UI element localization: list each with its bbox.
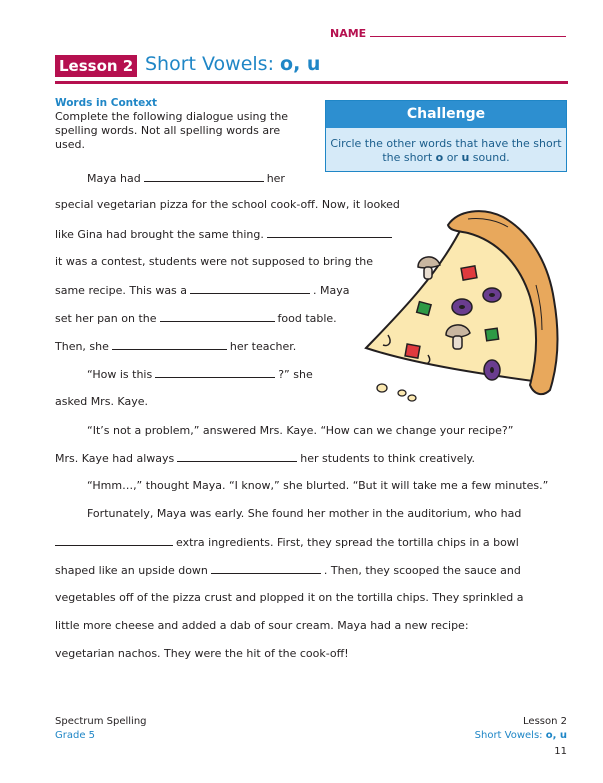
story-text: . Maya xyxy=(313,284,350,297)
footer-lesson-topic xyxy=(475,730,567,741)
challenge-vowel-o: o xyxy=(435,151,444,164)
footer-lesson: Lesson 2 xyxy=(523,716,567,727)
story-line-11 xyxy=(55,451,475,465)
answer-blank[interactable] xyxy=(267,227,392,238)
challenge-box xyxy=(325,100,567,172)
story-line-1 xyxy=(87,171,285,185)
footer-topic-vowels: o, u xyxy=(545,730,567,741)
story-text: . Then, they scooped the sauce and xyxy=(323,564,521,577)
lesson-title xyxy=(145,53,320,75)
story-text: like Gina had brought the same thing. xyxy=(55,228,264,241)
section-heading: Words in Context xyxy=(55,97,158,109)
challenge-text-end: sound. xyxy=(469,151,510,164)
story-line-13: Fortunately, Maya was early. She found her mother in the auditorium, who had xyxy=(87,507,522,520)
instructions-text: Complete the following dialogue using the spelling words. Not all spelling words are used. xyxy=(55,110,289,151)
header-rule xyxy=(55,81,568,84)
story-line-10: “It’s not a problem,” answered Mrs. Kaye. “How can we change your recipe?” xyxy=(87,424,514,437)
challenge-text-or: or xyxy=(443,151,462,164)
story-text: Mrs. Kaye had always xyxy=(55,452,175,465)
story-text: Maya had xyxy=(87,172,141,185)
name-blank-line[interactable] xyxy=(370,36,566,37)
lesson-title-vowels: o, u xyxy=(280,53,321,75)
answer-blank[interactable] xyxy=(155,367,275,378)
page-number: 11 xyxy=(554,746,567,757)
story-line-15 xyxy=(55,563,521,577)
story-line-18: vegetarian nachos. They were the hit of the cook-off! xyxy=(55,647,349,660)
answer-blank[interactable] xyxy=(55,535,173,546)
story-text: set her pan on the xyxy=(55,312,157,325)
footer-book-title: Spectrum Spelling xyxy=(55,716,147,727)
story-line-4: it was a contest, students were not supposed to bring the xyxy=(55,255,374,268)
story-text: food table. xyxy=(277,312,337,325)
footer-grade: Grade 5 xyxy=(55,730,96,741)
story-text: “How is this xyxy=(87,368,153,381)
story-line-5 xyxy=(55,283,350,297)
story-text: extra ingredients. First, they spread the tortilla chips in a bowl xyxy=(176,536,519,549)
story-text: her students to think creatively. xyxy=(300,452,475,465)
lesson-title-prefix: Short Vowels: xyxy=(145,53,281,75)
challenge-text-the: the short xyxy=(382,151,436,164)
challenge-heading: Challenge xyxy=(326,101,566,128)
story-text: Then, she xyxy=(55,340,109,353)
answer-blank[interactable] xyxy=(112,339,227,350)
story-text: ?” she xyxy=(278,368,313,381)
story-line-14 xyxy=(55,535,519,549)
story-line-9: asked Mrs. Kaye. xyxy=(55,395,148,408)
lesson-badge: Lesson 2 xyxy=(55,55,137,77)
story-line-6 xyxy=(55,311,337,325)
name-label: NAME xyxy=(330,27,367,40)
answer-blank[interactable] xyxy=(190,283,310,294)
challenge-vowel-u: u xyxy=(461,151,470,164)
story-line-16: vegetables off of the pizza crust and plopped it on the tortilla chips. They sprinkled a xyxy=(55,591,524,604)
story-text: shaped like an upside down xyxy=(55,564,208,577)
challenge-text-start: Circle the other words that have the short xyxy=(330,137,562,150)
challenge-text xyxy=(326,128,566,165)
story-text: same recipe. This was a xyxy=(55,284,188,297)
answer-blank[interactable] xyxy=(211,563,321,574)
story-text: her xyxy=(266,172,285,185)
story-text: her teacher. xyxy=(229,340,297,353)
answer-blank[interactable] xyxy=(177,451,297,462)
answer-blank[interactable] xyxy=(160,311,275,322)
story-line-12: “Hmm…,” thought Maya. “I know,” she blurted. “But it will take me a few minutes.” xyxy=(87,479,549,492)
story-line-8 xyxy=(87,367,313,381)
story-line-3 xyxy=(55,227,395,241)
answer-blank[interactable] xyxy=(144,171,264,182)
story-line-17: little more cheese and added a dab of sour cream. Maya had a new recipe: xyxy=(55,619,469,632)
story-line-7 xyxy=(55,339,296,353)
footer-topic-prefix: Short Vowels: xyxy=(474,730,546,741)
story-line-2: special vegetarian pizza for the school cook-off. Now, it looked xyxy=(55,198,400,211)
